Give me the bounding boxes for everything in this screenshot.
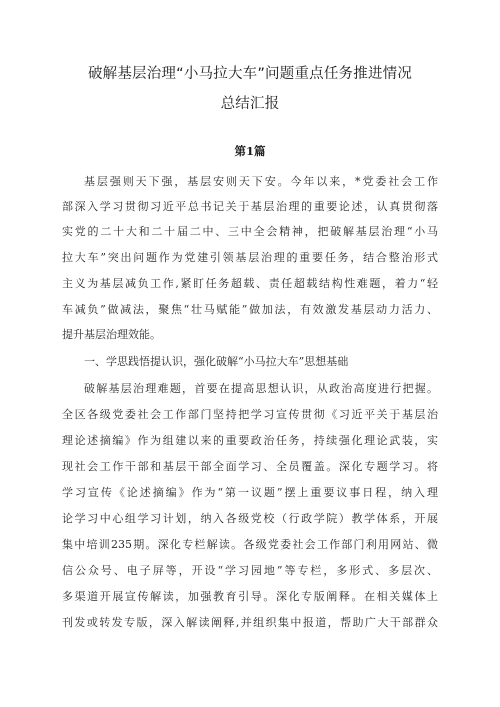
paragraph-2-line: 学习宣传《论述摘编》作为“第一议题”摆上重要议事日程，纳入理 [62,486,438,499]
paragraph-1-line: 部深入学习贯彻习近平总书记关于基层治理的重要论述，认真贯彻落 [62,200,438,213]
paragraph-1-line: 主义为基层减负工作,紧盯任务超载、责任超载结构性难题，着力“轻 [62,277,438,290]
paragraph-2-line: 信公众号、电子屏等，开设“学习园地”等专栏，多形式、多层次、 [62,564,438,577]
paragraph-1-line: 实党的二十大和二十届二中、三中全会精神，把破解基层治理“小马 [62,225,438,238]
paragraph-2-line: 论学习中心组学习计划，纳入各级党校（行政学院）教学体系，开展 [62,512,438,525]
paragraph-1-line: 提升基层治理效能。 [62,328,161,341]
paragraph-2-line: 刊发或转发专版，深入解读阐释,并组织集中报道，帮助广大干部群众 [62,616,438,629]
section-heading-1: 一、学思践悟提认识，强化破解“小马拉大车”思想基础 [84,355,349,368]
paragraph-1-line: 基层强则天下强，基层安则天下安。今年以来，*党委社会工作 [84,175,438,188]
paragraph-2-line: 现社会工作干部和基层干部全面学习、全员覆盖。深化专题学习。将 [62,460,438,473]
paragraph-1-line: 拉大车”突出问题作为党建引领基层治理的重要任务，结合整治形式 [62,251,438,264]
document-title-line-1: 破解基层治理“小马拉大车”问题重点任务推进情况 [87,66,413,82]
paragraph-2-line: 多渠道开展宣传解读，加强教育引导。深化专版阐释。在相关媒体上 [62,590,438,603]
paragraph-2-line: 破解基层治理难题，首要在提高思想认识，从政治高度进行把握。 [84,382,438,395]
paragraph-2-line: 集中培训235期。深化专栏解读。各级党委社会工作部门利用网站、微 [62,538,438,551]
paragraph-2-line: 理论述摘编》作为组建以来的重要政治任务，持续强化理论武装，实 [62,434,438,447]
chapter-label: 第1篇 [234,144,266,158]
document-title-line-2: 总结汇报 [220,96,280,112]
paragraph-2-line: 全区各级党委社会工作部门坚持把学习宣传贯彻《习近平关于基层治 [62,408,438,421]
paragraph-1-line: 车减负”做减法，聚焦“壮马赋能”做加法，有效激发基层动力活力、 [62,303,438,316]
